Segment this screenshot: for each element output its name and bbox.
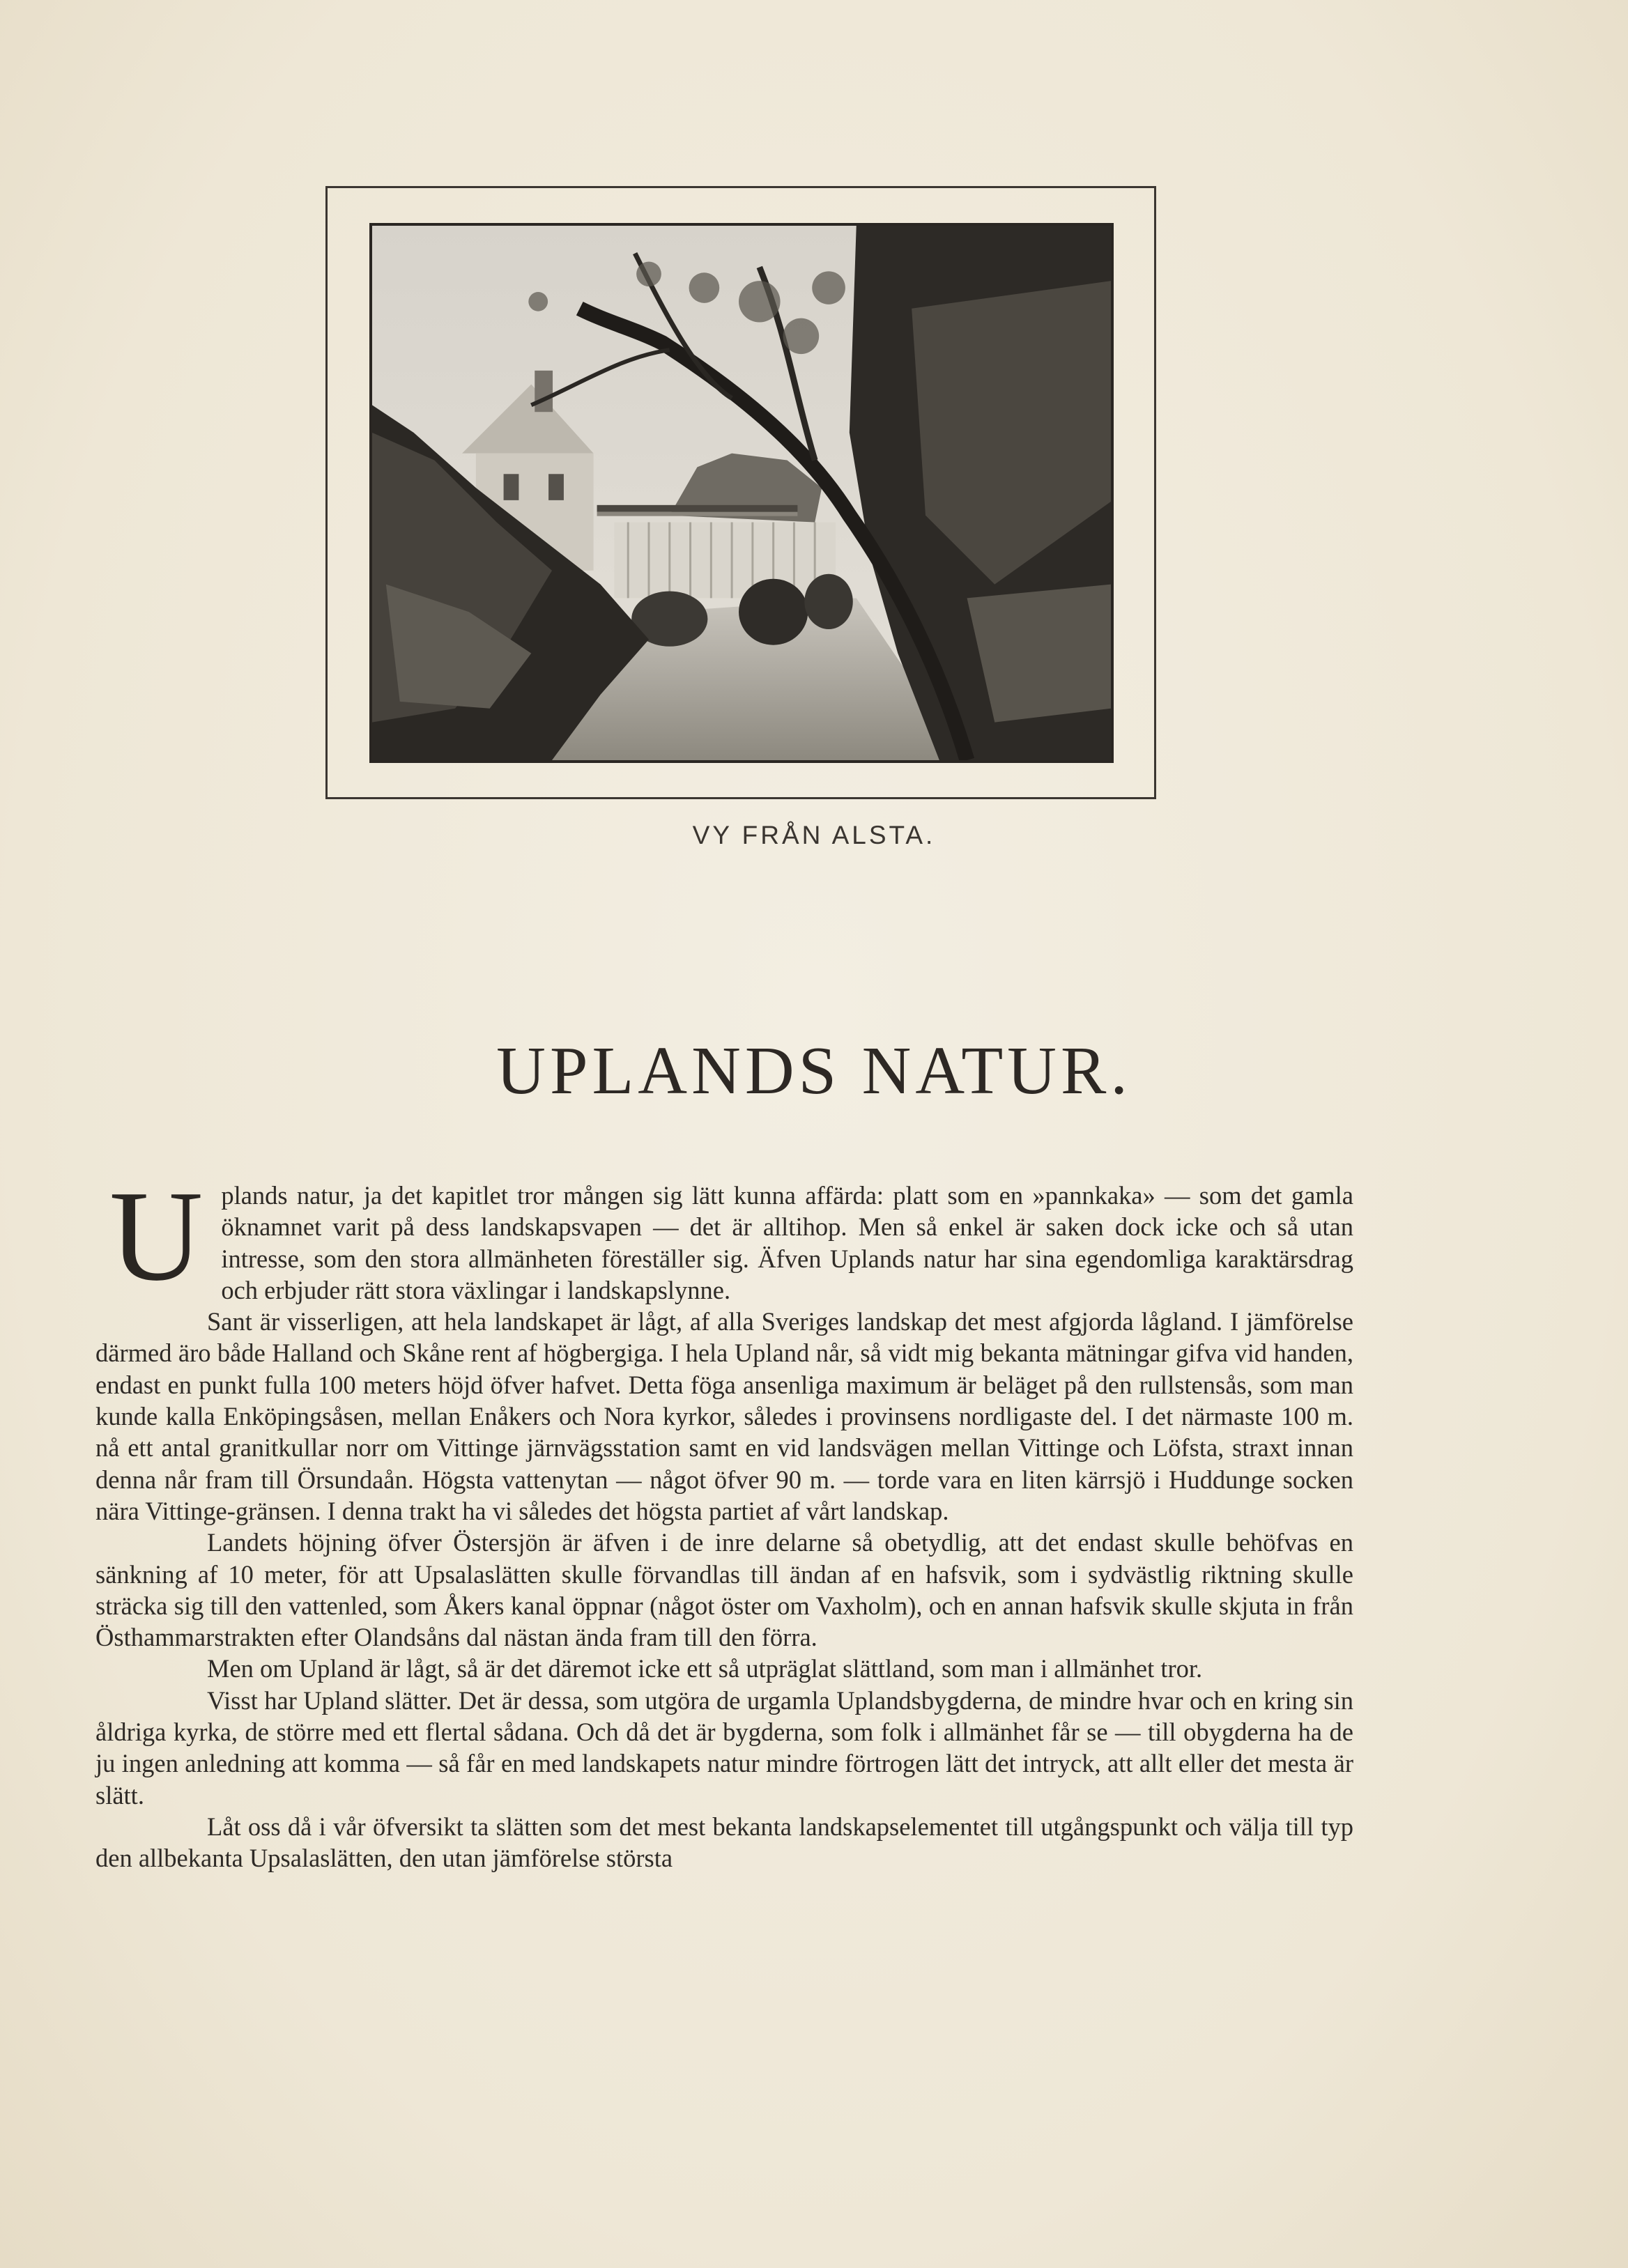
paragraph-6: Låt oss då i vår öfversikt ta slätten som det mest bekanta landskapselementet till utgångspunkt och välja till typ den allbekanta Upsalaslätten, den utan jämförelse största bbox=[95, 1812, 1353, 1873]
photo-illustration bbox=[372, 226, 1111, 760]
paragraph-1-text: plands natur, ja det kapitlet tror mången sig lätt kunna affärda: platt som en »pannkaka» — som det gamla öknamnet varit på dess landskapsvapen — det är alltihop. Men så enkel är saken dock icke och så utan intresse, som den stora allmänheten föreställer sig. Äfven Uplands natur har sina egendomliga karaktärsdrag och erbjuder rätt stora växlingar i landskapslynne. bbox=[221, 1181, 1353, 1304]
photo-caption: VY FRÅN ALSTA. bbox=[692, 821, 936, 849]
paragraph-5: Visst har Upland slätter. Det är dessa, som utgöra de urgamla Uplandsbygderna, de mindre hvar och en kring sin åldriga kyrka, de större med ett flertal sådana. Och då det är bygderna, som folk i allmänhet får se — till obygderna ha de ju ingen anledning att komma — så får en med landskapets natur mindre förtrogen lätt det intryck, att allt eller det mesta är slätt. bbox=[95, 1685, 1353, 1810]
chapter-title: UPLANDS NATUR. bbox=[496, 1033, 1132, 1109]
drop-cap: U bbox=[109, 1164, 204, 1308]
photo-container bbox=[369, 223, 1114, 763]
paragraph-3: Landets höjning öfver Östersjön är äfven i de inre delarne så obetydlig, att det endast skulle behöfvas en sänkning af 10 meter, för att Upsalaslätten skulle förvandlas till ändan af en hafsvik, som i sydvästlig riktning skulle sträcka sig till den vattenled, som Åkers kanal öppnar (något öster om Vaxholm), och en annan hafsvik skulle skjuta in från Östhammarstrakten efter Olandsåns dal nästan ända fram till den förra. bbox=[95, 1528, 1353, 1652]
paragraph-1 bbox=[95, 1164, 1353, 1308]
landscape-photograph bbox=[369, 223, 1114, 763]
article-body bbox=[95, 1164, 1353, 1874]
paragraph-2: Sant är visserligen, att hela landskapet är lågt, af alla Sveriges landskap det mest afgjorda lågland. I jämförelse därmed äro både Halland och Skåne rent af högbergiga. I hela Upland når, så vidt mig bekanta mätningar gifva vid handen, endast en punkt fulla 100 meters höjd öfver hafvet. Detta föga ansenliga maximum är beläget på den rullstensås, som man kunde kalla Enköpingsåsen, mellan Enåkers och Nora kyrkor, således i provinsens nordligaste del. I det närmaste 100 m. nå ett antal granitkullar norr om Vittinge järnvägsstation samt en vid landsvägen mellan Vittinge och Löfsta, straxt innan denna når fram till Örsundaån. Högsta vattenytan — något öfver 90 m. — torde vara en liten kärrsjö i Huddunge socken nära Vittinge-gränsen. I denna trakt ha vi således det högsta partiet af vårt landskap. bbox=[95, 1307, 1353, 1525]
paragraph-4: Men om Upland är lågt, så är det däremot icke ett så utpräglat slättland, som man i allmänhet tror. bbox=[207, 1654, 1203, 1683]
